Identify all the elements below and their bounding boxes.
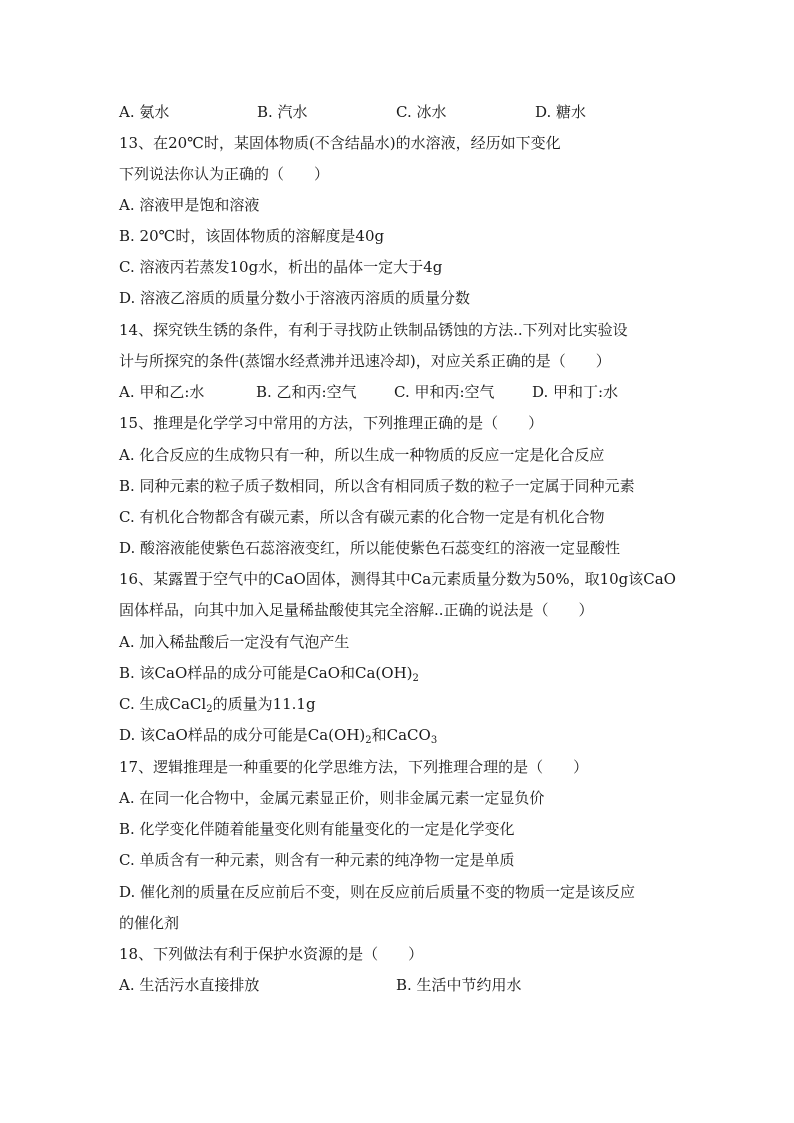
q13-option-d: D. 溶液乙溶质的质量分数小于溶液丙溶质的质量分数 bbox=[119, 289, 471, 307]
q17-stem: 17、逻辑推理是一种重要的化学思维方法，下列推理合理的是（ ） bbox=[119, 758, 589, 776]
q14-option-a: A. 甲和乙:水 bbox=[119, 383, 205, 401]
q16-option-c-subscript: 2 bbox=[206, 704, 213, 715]
q18-option-b: B. 生活中节约用水 bbox=[396, 976, 522, 994]
q16-option-c-text-end: 的质量为11.1g bbox=[212, 695, 316, 713]
q12-option-a: A. 氨水 bbox=[119, 103, 170, 121]
q17-option-a: A. 在同一化合物中，金属元素显正价，则非金属元素一定显负价 bbox=[119, 789, 545, 807]
q17-option-d-line2: 的催化剂 bbox=[119, 914, 180, 932]
q15-option-c: C. 有机化合物都含有碳元素，所以含有碳元素的化合物一定是有机化合物 bbox=[119, 508, 605, 526]
q16-stem-line1: 16、某露置于空气中的CaO固体，测得其中Ca元素质量分数为50%，取10g该CaO bbox=[119, 570, 676, 588]
q14-option-c: C. 甲和丙:空气 bbox=[394, 383, 495, 401]
q16-option-a: A. 加入稀盐酸后一定没有气泡产生 bbox=[119, 633, 350, 651]
q16-option-d-subscript-1: 2 bbox=[365, 735, 372, 746]
q13-option-a: A. 溶液甲是饱和溶液 bbox=[119, 196, 260, 214]
q13-stem-line1: 13、在20℃时，某固体物质(不含结晶水)的水溶液，经历如下变化 bbox=[119, 134, 561, 152]
q16-option-c-text: C. 生成CaCl bbox=[119, 695, 207, 713]
q13-option-c: C. 溶液丙若蒸发10g水，析出的晶体一定大于4g bbox=[119, 258, 443, 276]
q12-option-c: C. 冰水 bbox=[396, 103, 447, 121]
q15-option-d: D. 酸溶液能使紫色石蕊溶液变红，所以能使紫色石蕊变红的溶液一定显酸性 bbox=[119, 539, 621, 557]
q14-stem-line2: 计与所探究的条件(蒸馏水经煮沸并迅速冷却)，对应关系正确的是（ ） bbox=[119, 352, 611, 370]
q16-option-b-text: B. 该CaO样品的成分可能是CaO和Ca(OH) bbox=[119, 664, 413, 682]
q12-option-d: D. 糖水 bbox=[535, 103, 587, 121]
q14-option-b: B. 乙和丙:空气 bbox=[256, 383, 357, 401]
q13-option-b: B. 20℃时，该固体物质的溶解度是40g bbox=[119, 227, 385, 245]
q14-option-d: D. 甲和丁:水 bbox=[532, 383, 619, 401]
q15-option-b: B. 同种元素的粒子质子数相同，所以含有相同质子数的粒子一定属于同种元素 bbox=[119, 477, 635, 495]
q14-stem-line1: 14、探究铁生锈的条件，有利于寻找防止铁制品锈蚀的方法..下列对比实验设 bbox=[119, 321, 628, 339]
q18-stem: 18、下列做法有利于保护水资源的是（ ） bbox=[119, 945, 424, 963]
q16-option-c bbox=[119, 692, 316, 716]
q16-option-d-text-mid: 和CaCO bbox=[371, 726, 431, 744]
q13-stem-line2: 下列说法你认为正确的（ ） bbox=[119, 165, 330, 183]
q16-option-d bbox=[119, 723, 437, 747]
q12-option-b: B. 汽水 bbox=[257, 103, 308, 121]
q15-stem: 15、推理是化学学习中常用的方法，下列推理正确的是（ ） bbox=[119, 414, 544, 432]
q18-option-a: A. 生活污水直接排放 bbox=[119, 976, 260, 994]
q16-option-b-subscript: 2 bbox=[412, 673, 419, 684]
q16-option-b bbox=[119, 661, 419, 685]
q17-option-d-line1: D. 催化剂的质量在反应前后不变，则在反应前后质量不变的物质一定是该反应 bbox=[119, 883, 636, 901]
q16-option-d-text: D. 该CaO样品的成分可能是Ca(OH) bbox=[119, 726, 366, 744]
q17-option-c: C. 单质含有一种元素，则含有一种元素的纯净物一定是单质 bbox=[119, 851, 515, 869]
q17-option-b: B. 化学变化伴随着能量变化则有能量变化的一定是化学变化 bbox=[119, 820, 515, 838]
q15-option-a: A. 化合反应的生成物只有一种，所以生成一种物质的反应一定是化合反应 bbox=[119, 446, 605, 464]
q16-stem-line2: 固体样品，向其中加入足量稀盐酸使其完全溶解..正确的说法是（ ） bbox=[119, 601, 594, 619]
q16-option-d-subscript-2: 3 bbox=[430, 735, 438, 746]
